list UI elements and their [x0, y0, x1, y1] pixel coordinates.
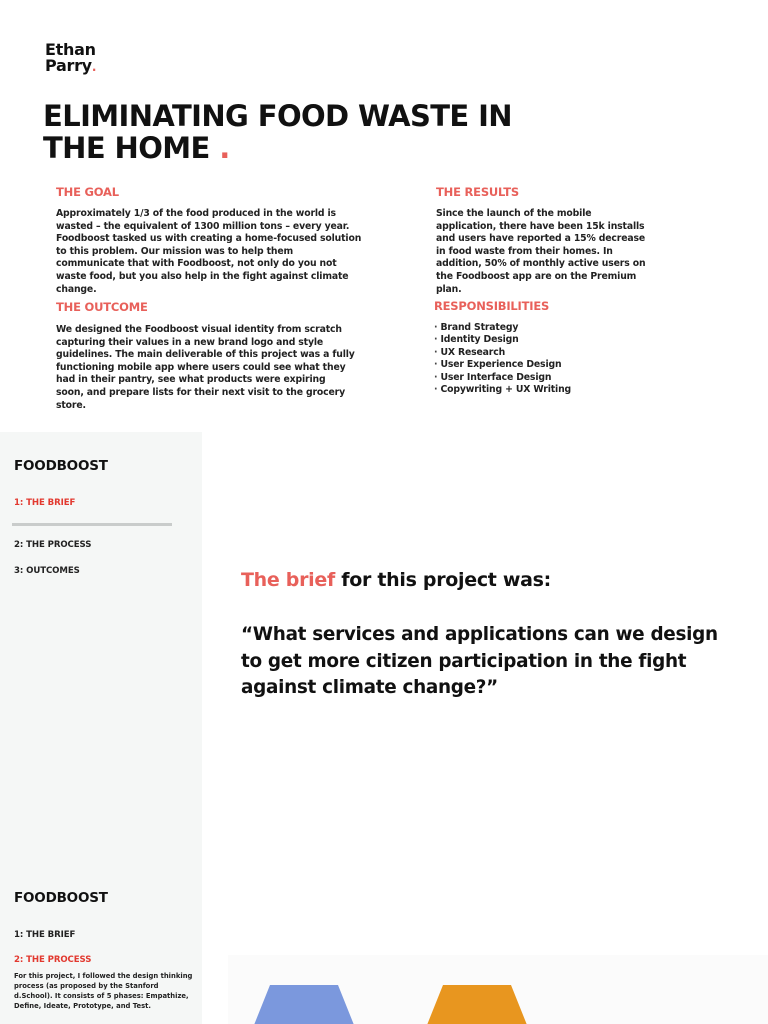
logo-dot: . [91, 60, 97, 74]
logo-line-2: Parry. [45, 56, 97, 75]
define-shape [427, 985, 527, 1024]
responsibility-item: · User Experience Design [434, 359, 571, 371]
outcome-heading: THE OUTCOME [56, 300, 148, 314]
responsibility-item: · Copywriting + UX Writing [434, 384, 571, 396]
brief-lead: The brief for this project was: [241, 569, 551, 591]
responsibility-item: · UX Research [434, 347, 571, 359]
sidebar-item-process[interactable]: 2: THE PROCESS [14, 955, 92, 965]
process-description: For this project, I followed the design thinking process (as proposed by the Stanford d.School). It consists of 5 phases: Empathize, Define, Ideate, Prototype, and Test. [14, 972, 193, 1010]
outcome-body: We designed the Foodboost visual identity from scratch capturing their values in a new brand logo and style guidelines. The main deliverable of this project was a fully functioning mobile app where users could see what they had in their pantry, see what products were expiring soon, and prepare lists for their next visit to the grocery store. [56, 324, 355, 411]
logo[interactable] [45, 42, 96, 75]
responsibilities-heading: RESPONSIBILITIES [434, 299, 550, 313]
responsibilities-list [434, 322, 571, 396]
sidebar-title: FOODBOOST [14, 458, 108, 474]
results-body: Since the launch of the mobile application, there have been 15k installs and users have reported a 15% decrease in food waste from their homes. In addition, 50% of monthly active users on the Foodboost app are on the Premium plan. [436, 208, 646, 295]
goal-body: Approximately 1/3 of the food produced in the world is wasted – the equivalent of 1300 million tons – every year. Foodboost tasked us with creating a home-focused solution to this problem. Our mission was to help them communicate that with Foodboost, not only do you not waste food, but you also help in the fight against climate change. [56, 208, 362, 295]
results-heading: THE RESULTS [436, 185, 520, 199]
logo-line-1: Ethan [45, 40, 96, 59]
sidebar-item-outcomes[interactable]: 3: OUTCOMES [14, 566, 80, 576]
responsibility-item: · User Interface Design [434, 372, 571, 384]
brief-accent: The brief [241, 569, 335, 591]
goal-heading: THE GOAL [56, 185, 119, 199]
sidebar-item-process[interactable]: 2: THE PROCESS [14, 540, 92, 550]
responsibility-item: · Brand Strategy [434, 322, 571, 334]
section-progress-divider [12, 523, 172, 526]
brief-quote: “What services and applications can we design to get more citizen participation in the fight against climate change?” [241, 624, 718, 698]
sidebar-item-brief[interactable]: 1: THE BRIEF [14, 498, 76, 508]
sidebar-title: FOODBOOST [14, 890, 108, 906]
sidebar-item-brief[interactable]: 1: THE BRIEF [14, 930, 76, 940]
page-title: ELIMINATING FOOD WASTE IN THE HOME . [43, 99, 512, 165]
responsibility-item: · Identity Design [434, 334, 571, 346]
title-dot: . [219, 131, 230, 165]
empathize-shape [254, 985, 354, 1024]
